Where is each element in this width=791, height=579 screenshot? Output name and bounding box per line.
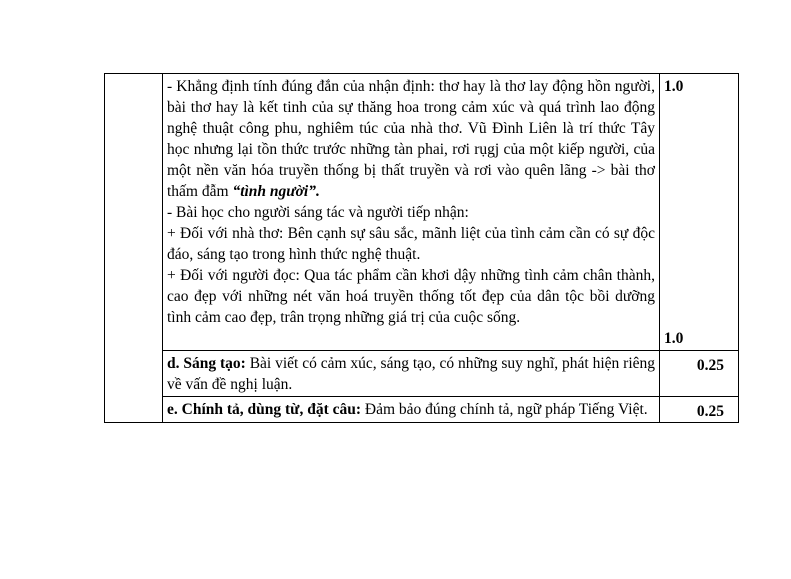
score-value: 1.0 — [664, 330, 684, 347]
empty-index-cell — [105, 74, 163, 423]
paragraph: - Khẳng định tính đúng đắn của nhận định: thơ hay là thơ lay động hồn người, bài thơ hay là kết tinh của sự thăng hoa trong cảm xúc và quá trình lao động nghệ thuật công phu, nghiêm túc của nhà thơ. Vũ Đình Liên là trí thức Tây học nhưng lại tồn thức trước những tàn phai, rơi rụgj của một kiếp người, của một nền văn hóa truyền thống bị thất truyền và rơi vào quên lãng -> bài thơ thấm đẫm “tình người”. — [167, 78, 655, 200]
table-row — [105, 351, 739, 397]
score-value: 1.0 — [664, 78, 684, 95]
score-cell — [660, 74, 739, 351]
content-cell — [163, 74, 660, 351]
criterion-label: d. Sáng tạo: — [167, 355, 246, 372]
criterion-label: e. Chính tả, dùng từ, đặt câu: — [167, 401, 362, 418]
table-row — [105, 397, 739, 423]
content-cell — [163, 351, 660, 397]
score-value: 0.25 — [660, 397, 739, 423]
paragraph: - Bài học cho người sáng tác và người tiếp nhận: — [167, 204, 469, 221]
criterion-text: Đảm bảo đúng chính tả, ngữ pháp Tiếng Việt. — [361, 401, 648, 418]
score-value: 0.25 — [660, 351, 739, 397]
paragraph: + Đối với nhà thơ: Bên cạnh sự sâu sắc, mãnh liệt của tình cảm cần có sự độc đáo, sáng tạo trong hình thức nghệ thuật. — [167, 225, 655, 263]
rubric-table — [104, 73, 739, 423]
emphasis-text: “tình người”. — [232, 183, 320, 200]
spacer — [167, 328, 655, 349]
paragraph: + Đối với người đọc: Qua tác phẩm cần khơi dậy những tình cảm chân thành, cao đẹp với những nét văn hoá truyền thống tốt đẹp của dân tộc bồi dưỡng tình cảm cao đẹp, trân trọng những giá trị của cuộc sống. — [167, 267, 655, 326]
content-cell — [163, 397, 660, 423]
criterion-text: Bài viết có cảm xúc, sáng tạo, có những suy nghĩ, phát hiện riêng về vấn đề nghị luận. — [167, 355, 656, 393]
table-row — [105, 74, 739, 351]
